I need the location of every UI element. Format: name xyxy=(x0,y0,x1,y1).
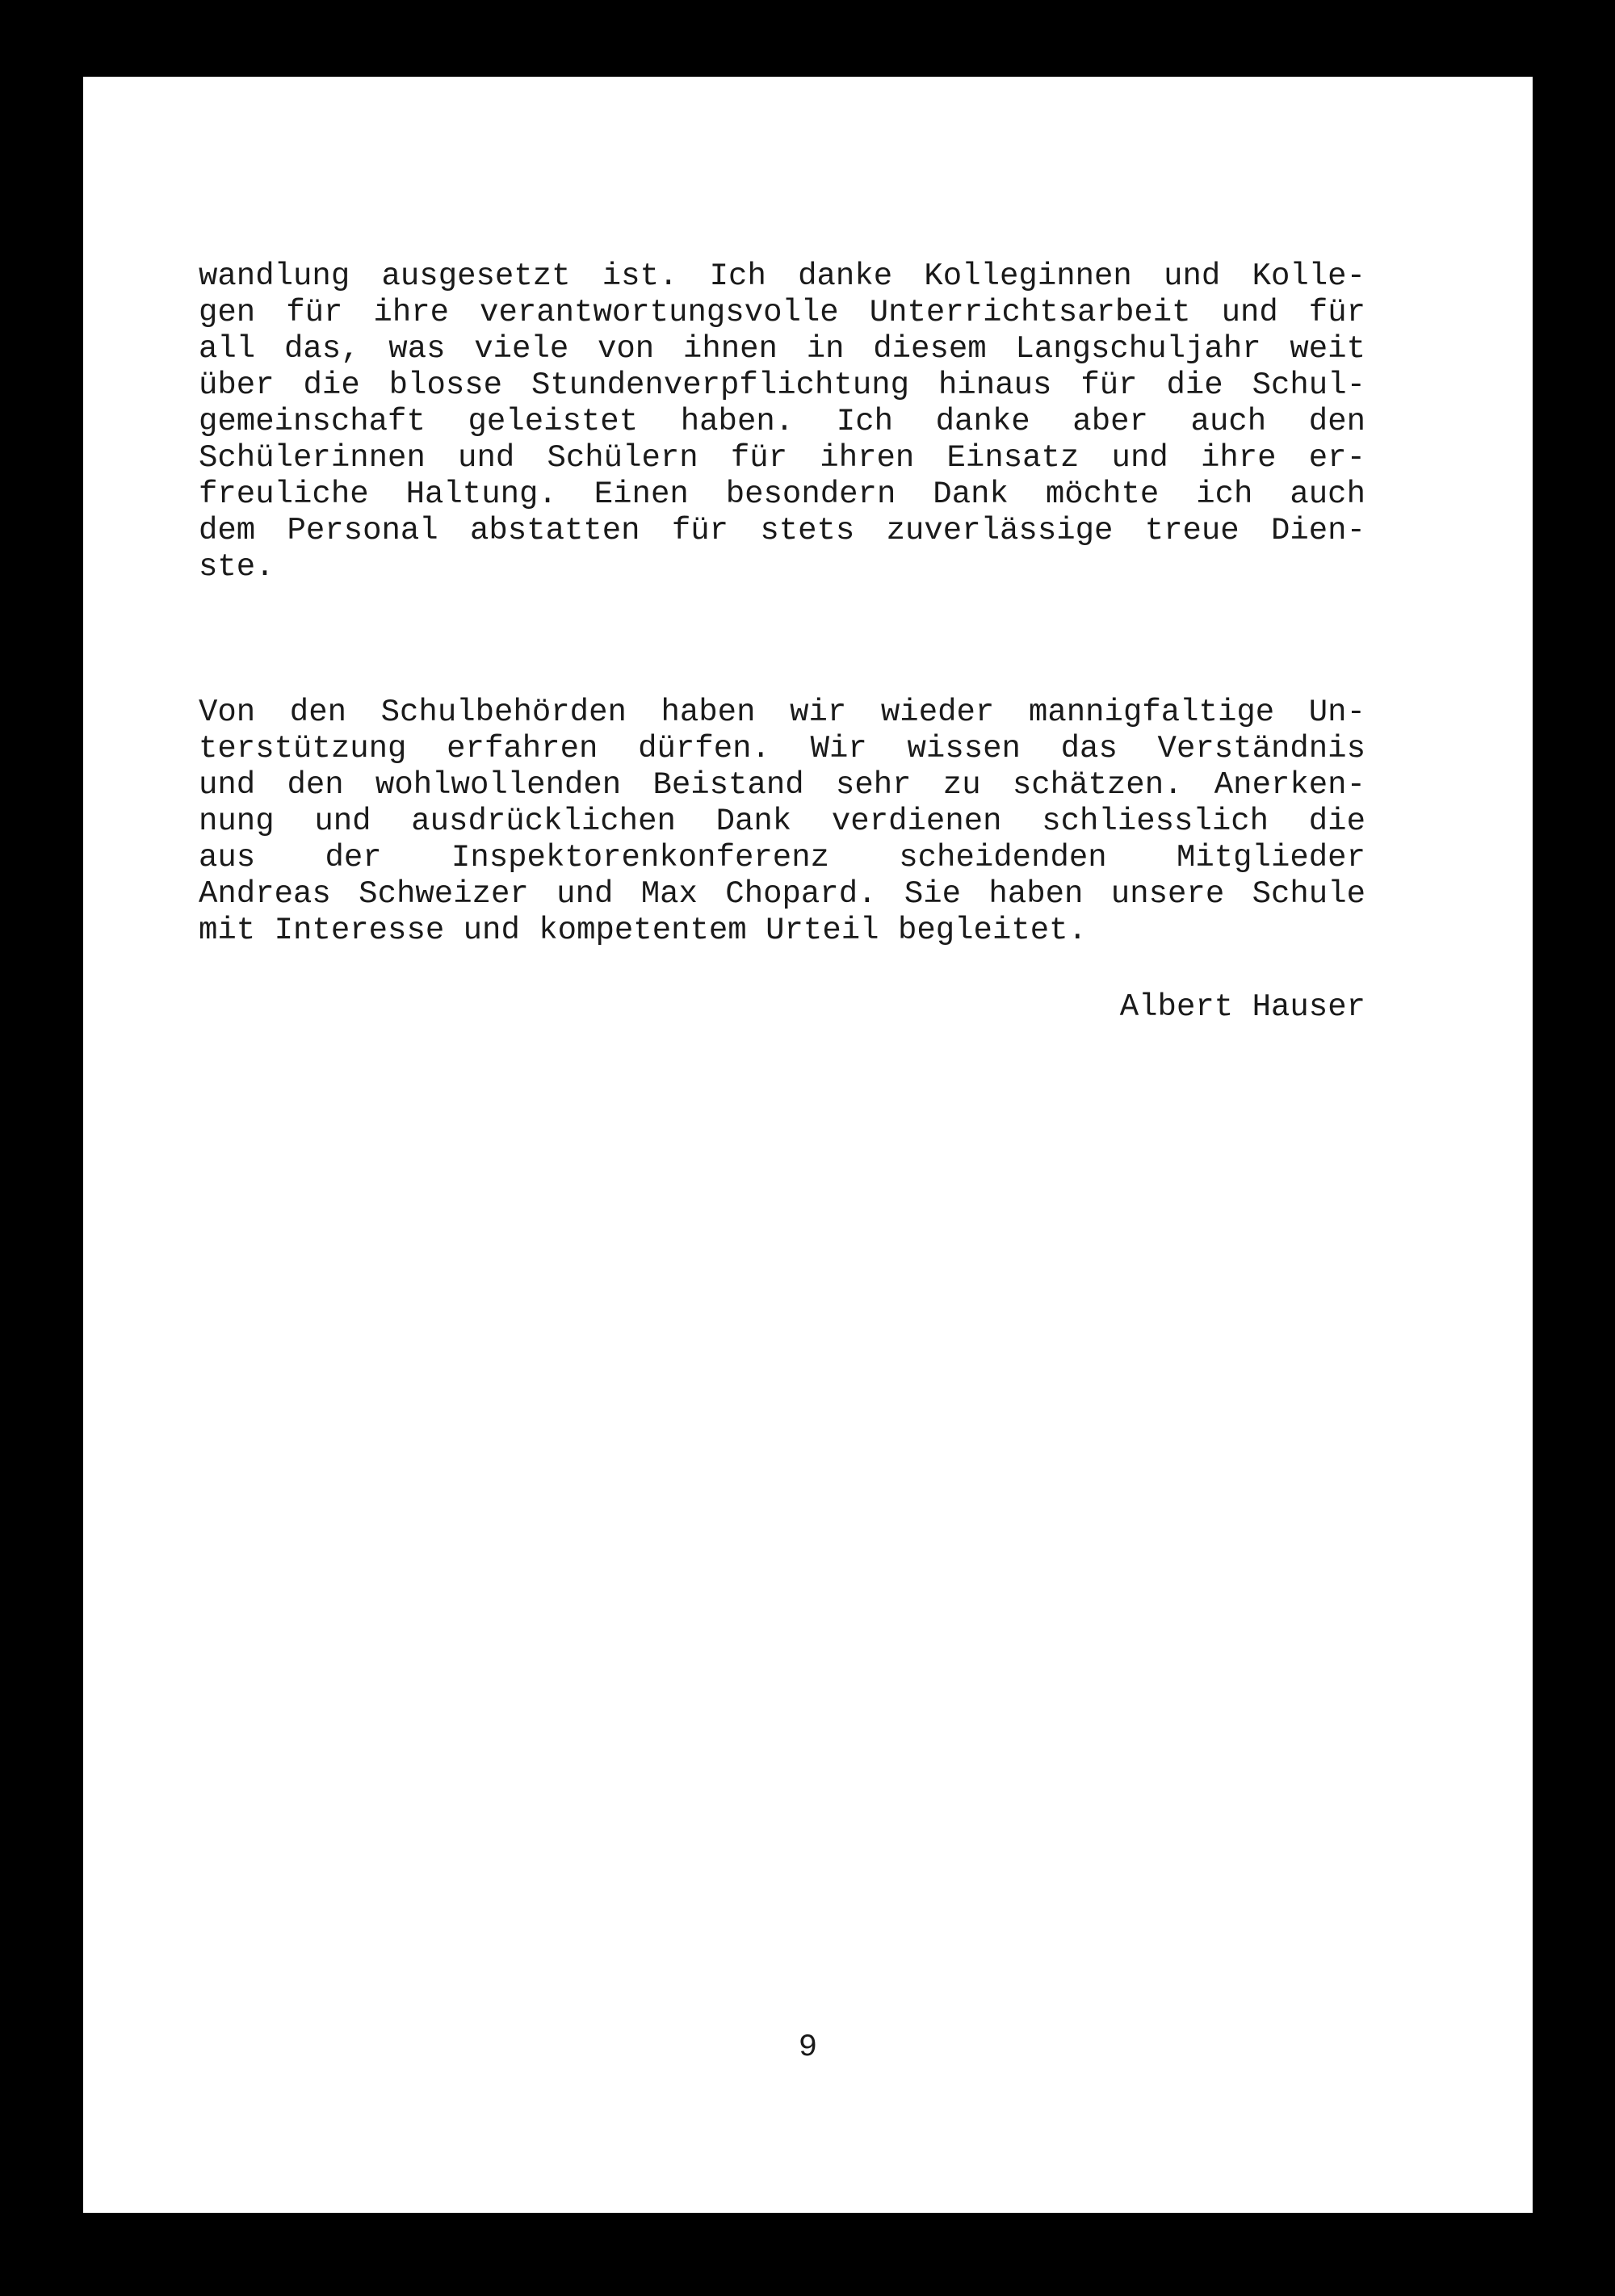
paragraph-acknowledgements xyxy=(199,258,1365,586)
author-signature: Albert Hauser xyxy=(1119,989,1365,1025)
text-line: Andreas Schweizer und Max Chopard. Sie haben unsere Schule xyxy=(199,876,1365,912)
text-line: all das, was viele von ihnen in diesem Langschuljahr weit xyxy=(199,331,1365,367)
text-line: terstützung erfahren dürfen. Wir wissen das Verständnis xyxy=(199,731,1365,766)
page-number: 9 xyxy=(798,2029,818,2065)
text-line: aus der Inspektorenkonferenz scheidenden Mitglieder xyxy=(199,840,1365,875)
text-line: nung und ausdrücklichen Dank verdienen schliesslich die xyxy=(199,804,1365,839)
text-line: wandlung ausgesetzt ist. Ich danke Kolleginnen und Kolle- xyxy=(199,258,1365,294)
text-line: freuliche Haltung. Einen besondern Dank möchte ich auch xyxy=(199,476,1365,512)
document-page xyxy=(83,77,1533,2213)
text-line: gen für ihre verantwortungsvolle Unterrichtsarbeit und für xyxy=(199,295,1365,330)
text-line: mit Interesse und kompetentem Urteil begleitet. xyxy=(199,913,1087,948)
text-line: gemeinschaft geleistet haben. Ich danke aber auch den xyxy=(199,404,1365,439)
text-line: dem Personal abstatten für stets zuverlässige treue Dien- xyxy=(199,513,1365,548)
text-line: Schülerinnen und Schülern für ihren Einsatz und ihre er- xyxy=(199,440,1365,476)
text-line: ste. xyxy=(199,549,275,585)
paragraph-authorities xyxy=(199,695,1365,949)
text-line: Von den Schulbehörden haben wir wieder mannigfaltige Un- xyxy=(199,695,1365,730)
text-line: und den wohlwollenden Beistand sehr zu schätzen. Anerken- xyxy=(199,767,1365,803)
text-line: über die blosse Stundenverpflichtung hinaus für die Schul- xyxy=(199,367,1365,403)
